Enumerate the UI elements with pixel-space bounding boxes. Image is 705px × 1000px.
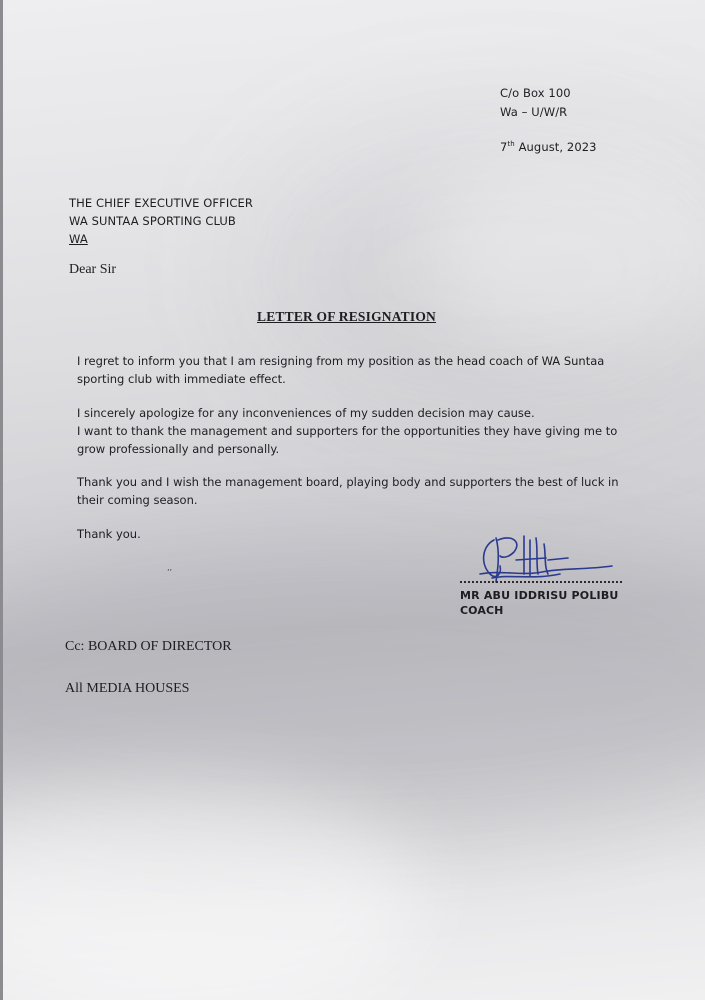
date-day: 7 <box>500 140 508 154</box>
body-line: sporting club with immediate effect. <box>77 372 286 386</box>
stray-mark: ‚‚ <box>167 563 173 572</box>
paper-highlight <box>0 780 420 1000</box>
signature-line <box>460 581 622 583</box>
body-line: I want to thank the management and supporters for the opportunities they have giving me to <box>77 424 618 438</box>
body-line: I sincerely apologize for any inconveniences of my sudden decision may cause. <box>77 406 535 420</box>
signature <box>472 530 617 588</box>
sender-address-line2: Wa – U/W/R <box>500 105 568 119</box>
body-line: grow professionally and personally. <box>77 442 280 456</box>
paper-shadow <box>250 120 705 420</box>
date-suffix: th <box>507 140 515 149</box>
sender-address-line1: C/o Box 100 <box>500 86 571 100</box>
recipient-line3: WA <box>69 232 88 246</box>
recipient-line2: WA SUNTAA SPORTING CLUB <box>69 214 236 228</box>
salutation: Dear Sir <box>69 262 117 277</box>
signatory-title: COACH <box>460 604 504 617</box>
signatory-name: MR ABU IDDRISU POLIBU <box>460 589 619 602</box>
cc-line2: All MEDIA HOUSES <box>65 681 190 696</box>
letter-date <box>500 140 597 154</box>
recipient-line1: THE CHIEF EXECUTIVE OFFICER <box>69 196 253 210</box>
body-line: their coming season. <box>77 493 198 507</box>
body-line: Thank you and I wish the management board, playing body and supporters the best of luck in <box>77 475 619 489</box>
body-line: I regret to inform you that I am resigning from my position as the head coach of WA Suntaa <box>77 354 605 368</box>
closing: Thank you. <box>77 527 141 541</box>
paper-highlight <box>420 150 705 350</box>
date-rest: August, 2023 <box>514 140 597 154</box>
paper-edge <box>0 0 3 1000</box>
cc-line1: Cc: BOARD OF DIRECTOR <box>65 639 232 654</box>
letter-heading: LETTER OF RESIGNATION <box>257 309 436 324</box>
